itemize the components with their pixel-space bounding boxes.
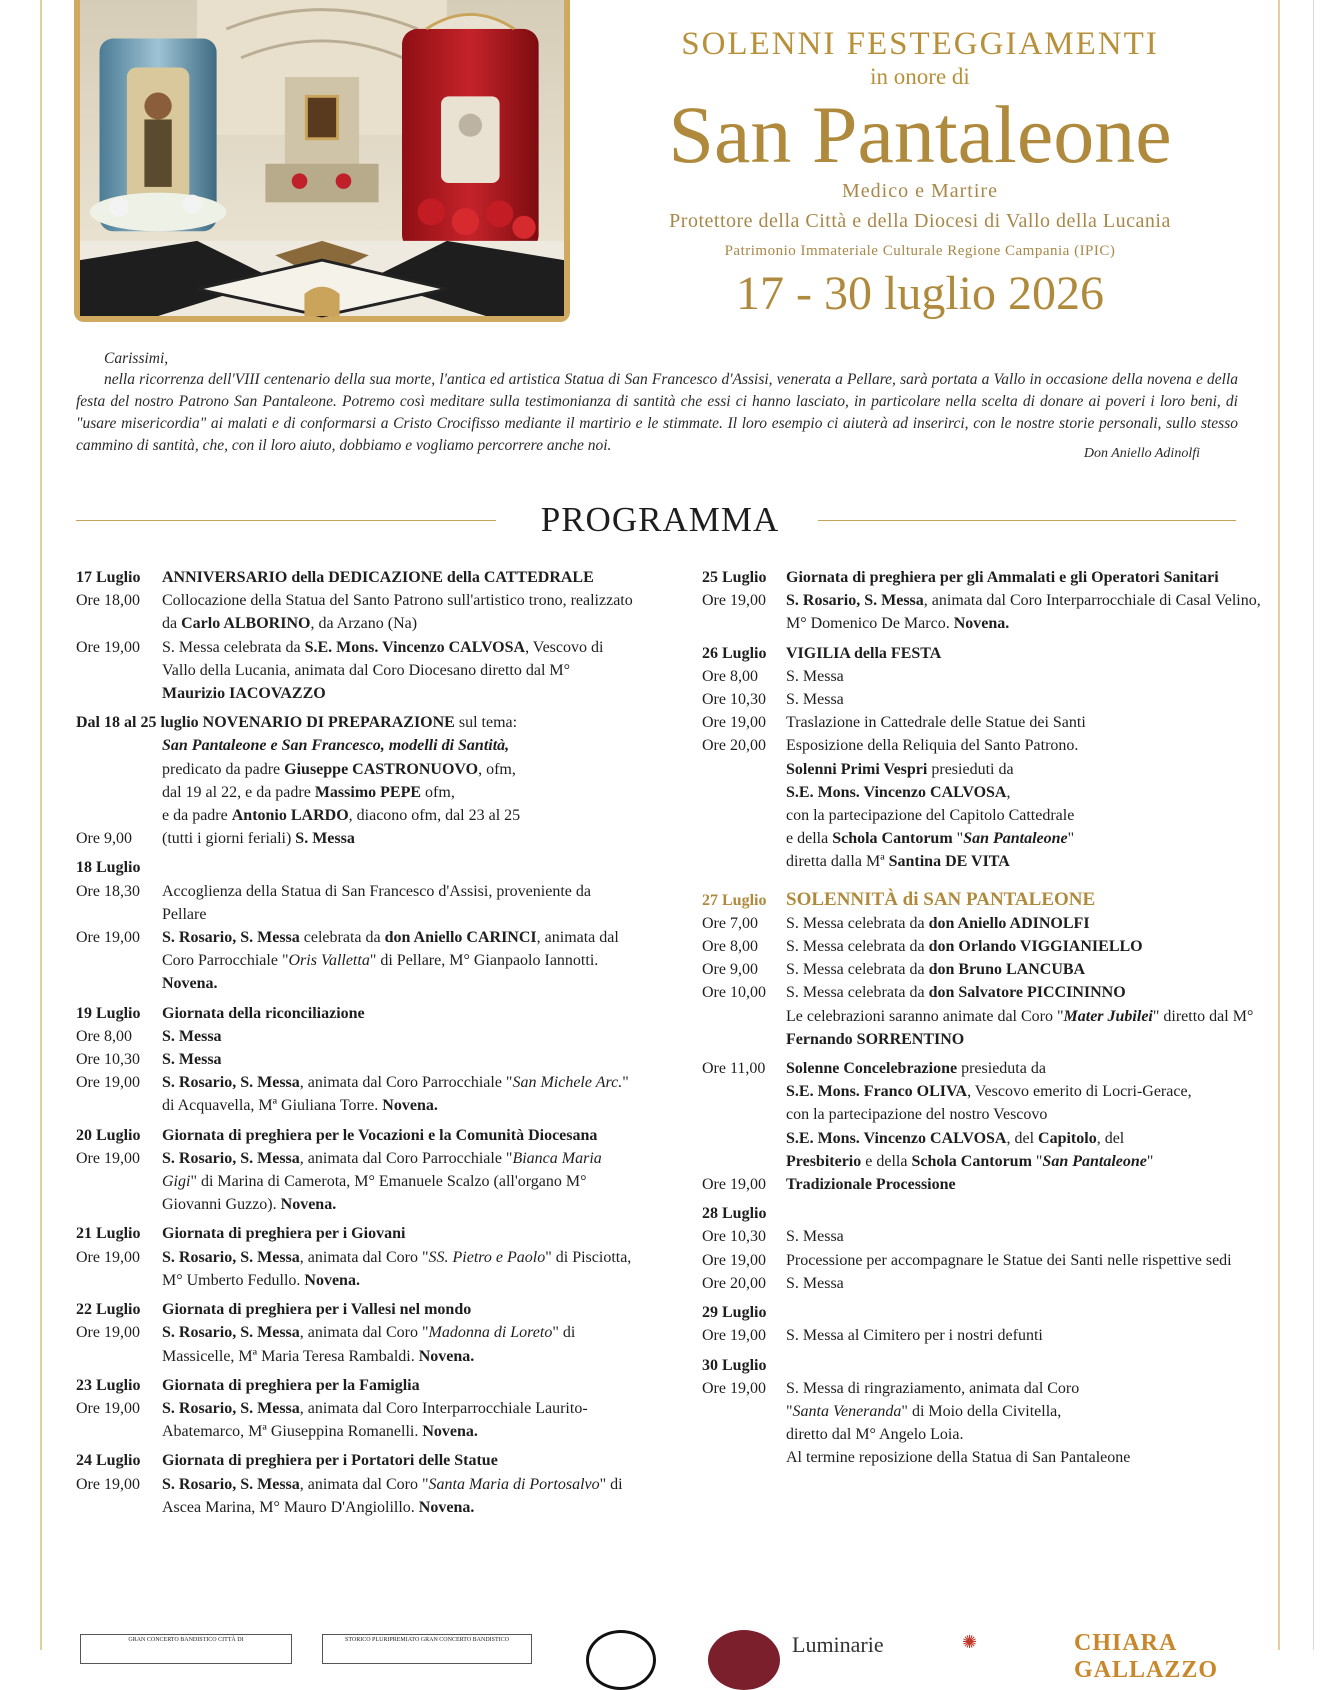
church-photo-illustration (80, 0, 564, 316)
program-left-column (76, 566, 636, 1519)
divider-right (818, 520, 1236, 521)
day-29 (702, 1301, 1262, 1347)
letter-signature: Don Aniello Adinolfi (1083, 446, 1200, 461)
event-text: S. Messa (786, 1274, 844, 1292)
event-text: S. Messa (786, 1228, 844, 1246)
time-label: Ore 10,30 (702, 1228, 766, 1246)
event-text: Tradizionale Processione (786, 1176, 956, 1194)
event-text: S. Messa (162, 1051, 222, 1069)
time-label: Ore 19,00 (702, 714, 766, 732)
letter-greeting: Carissimi, (104, 350, 169, 367)
day-title: Giornata di preghiera per i Vallesi nel mondo (162, 1301, 472, 1319)
sponsor-logo-4-text: Luminarie (792, 1632, 884, 1657)
day-17 (76, 566, 636, 705)
day-title: Giornata di preghiera per i Giovani (162, 1225, 406, 1243)
day-label: 24 Luglio (76, 1452, 141, 1470)
event-text: Solenne Concelebrazione presieduta da S.E. Mons. Franco OLIVA, Vescovo emerito di Locri-Gerace, con la partecipazione del nostro Vescovo S.E. Mons. Vincenzo CALVOSA, del Capitolo, del Presbiterio e della Schola Cantorum "San Pantaleone" (786, 1060, 1192, 1170)
event-text: S. Rosario, S. Messa, animata dal Coro "Santa Maria di Portosalvo" di Ascea Marina, M° Mauro D'Angiolillo. Novena. (162, 1475, 623, 1516)
day-20 (76, 1124, 636, 1217)
day-label: 29 Luglio (702, 1304, 767, 1322)
time-label: Ore 10,30 (76, 1051, 140, 1069)
letter-body: nella ricorrenza dell'VIII centenario della sua morte, l'antica ed artistica Statua di San Francesco d'Assisi, venerata a Pellare, sarà portata a Vallo in occasione della novena e della festa del nostro Patrono San Pantaleone. Potremo così meditare sulla testimonianza di santità che essi ci hanno lasciato, in particolare nella scelta di donare ai poveri i loro beni, di "usare misericordia" ai malati e di conformarsi a Cristo Crocifisso mediante il martirio e le stimmate. Il loro esempio ci aiuterà ad inserirci, con le nostre storie personali, sullo stesso cammino di santità, che, con il loro aiuto, dobbiamo e vogliamo percorrere anche noi. (76, 371, 1238, 454)
time-label: Ore 9,00 (76, 830, 132, 848)
event-text: S. Messa celebrata da S.E. Mons. Vincenzo CALVOSA, Vescovo di Vallo della Lucania, animata dal Coro Diocesano diretto dal M° Maurizio IACOVAZZO (162, 638, 604, 703)
event-text: Processione per accompagnare le Statue dei Santi nelle rispettive sedi (786, 1251, 1232, 1269)
day-19 (76, 1002, 636, 1118)
day-title: VIGILIA della FESTA (786, 644, 942, 662)
time-label: Ore 19,00 (76, 1248, 140, 1266)
event-text: S. Messa di ringraziamento, animata dal Coro "Santa Veneranda" di Moio della Civitella, diretto dal M° Angelo Loia. Al termine reposizione della Statua di San Pantaleone (786, 1379, 1131, 1467)
day-title: Giornata di preghiera per le Vocazioni e la Comunità Diocesana (162, 1126, 598, 1144)
day-24 (76, 1449, 636, 1519)
time-label: Ore 19,00 (702, 1251, 766, 1269)
sponsor-logo-4-icon (708, 1630, 780, 1690)
time-label: Ore 19,00 (76, 1324, 140, 1342)
sponsor-logo-6: CHIARA GALLAZZO (1074, 1630, 1219, 1683)
time-label: Ore 19,00 (76, 1149, 140, 1167)
day-label: 20 Luglio (76, 1126, 141, 1144)
day-18 (76, 856, 636, 995)
day-22 (76, 1298, 636, 1368)
left-border (40, 0, 42, 1650)
day-30 (702, 1354, 1262, 1470)
day-label: 21 Luglio (76, 1225, 141, 1243)
time-label: Ore 19,00 (702, 1379, 766, 1397)
event-text: S. Rosario, S. Messa, animata dal Coro Parrocchiale "San Michele Arc." di Acquavella, Mª Giuliana Torre. Novena. (162, 1074, 629, 1115)
day-25 (702, 566, 1262, 636)
sponsor-logo-1: GRAN CONCERTO BANDISTICO CITTÀ DI (80, 1634, 292, 1664)
time-label: Ore 19,00 (76, 1074, 140, 1092)
time-label: Ore 18,00 (76, 592, 140, 610)
event-text: S. Messa (786, 691, 844, 709)
event-text: S. Messa (162, 1027, 222, 1045)
festival-dates: 17 - 30 luglio 2026 (736, 267, 1104, 320)
subtitle-3: Patrimonio Immateriale Culturale Regione Campania (IPIC) (724, 243, 1116, 259)
event-text: S. Messa celebrata da don Aniello ADINOLFI (786, 914, 1090, 932)
time-label: Ore 19,00 (702, 1176, 766, 1194)
day-label: 26 Luglio (702, 644, 767, 662)
subtitle-1: Medico e Martire (842, 180, 998, 202)
event-text: S. Rosario, S. Messa, animata dal Coro "Madonna di Loreto" di Massicelle, Mª Maria Teresa Rambaldi. Novena. (162, 1324, 576, 1365)
day-21 (76, 1222, 636, 1292)
time-label: Ore 7,00 (702, 914, 758, 932)
time-label: Ore 11,00 (702, 1060, 766, 1078)
event-text: S. Rosario, S. Messa, animata dal Coro Interparrocchiale Laurito- Abatemarco, Mª Giuseppina Romanelli. Novena. (162, 1399, 588, 1441)
day-label: 17 Luglio (76, 569, 141, 586)
day-label: 25 Luglio (702, 569, 767, 586)
programma-title: PROGRAMMA (540, 500, 780, 539)
subtitle-2: Protettore della Città e della Diocesi di Vallo della Lucania (669, 210, 1171, 232)
event-text: Collocazione della Statua del Santo Patrono sull'artistico trono, realizzato da Carlo ALBORINO, da Arzano (Na) (162, 592, 633, 633)
time-label: Ore 8,00 (702, 667, 758, 685)
day-title: ANNIVERSARIO della DEDICAZIONE della CATTEDRALE (162, 569, 594, 586)
day-label: 27 Luglio (702, 891, 767, 909)
sponsor-logo-3 (586, 1630, 656, 1690)
program-right-column (702, 566, 1262, 1470)
day-label: 19 Luglio (76, 1004, 141, 1022)
event-text: Traslazione in Cattedrale delle Statue dei Santi (786, 714, 1086, 732)
event-text: S. Rosario, S. Messa celebrata da don Aniello CARINCI, animata dal Coro Parrocchiale "Oris Valletta" di Pellare, M° Gianpaolo Iannotti. Novena. (162, 929, 619, 993)
event-text: S. Messa celebrata da don Salvatore PICCININNO Le celebrazioni saranno animate dal Coro "Mater Jubilei" diretto dal M° Fernando SORRENTINO (786, 984, 1254, 1048)
time-label: Ore 20,00 (702, 737, 766, 755)
firework-icon: ✺ (962, 1632, 978, 1652)
time-label: Ore 10,30 (702, 691, 766, 709)
event-text: S. Messa al Cimitero per i nostri defunti (786, 1327, 1043, 1345)
event-text: S. Messa (786, 667, 844, 685)
day-label: 30 Luglio (702, 1356, 767, 1374)
event-text: S. Rosario, S. Messa, animata dal Coro Interparrocchiale di Casal Velino, M° Domenico De Marco. Novena. (786, 592, 1261, 633)
day-label: 18 Luglio (76, 859, 141, 877)
right-border (1278, 0, 1280, 1650)
time-label: Ore 19,00 (76, 1399, 140, 1417)
time-label: Ore 19,00 (76, 638, 140, 656)
time-label: Ore 19,00 (76, 929, 140, 947)
day-title: Giornata di preghiera per la Famiglia (162, 1376, 420, 1394)
event-text: (tutti i giorni feriali) S. Messa (162, 830, 355, 848)
event-text: S. Rosario, S. Messa, animata dal Coro Parrocchiale "Bianca Maria Gigi" di Marina di Camerota, M° Emanuele Scalzo (all'organo M° Giovanni Guzzo). Novena. (162, 1149, 602, 1214)
sponsor-strip (76, 1626, 1256, 1683)
time-label: Ore 8,00 (76, 1027, 132, 1045)
sponsor-logo-2: STORICO PLURIPREMIATO GRAN CONCERTO BANDISTICO (322, 1634, 532, 1664)
day-label: 23 Luglio (76, 1376, 141, 1394)
event-text: S. Rosario, S. Messa, animata dal Coro "SS. Pietro e Paolo" di Pisciotta, M° Umberto Fedullo. Novena. (162, 1248, 632, 1289)
novenario (76, 711, 636, 850)
header-line-1: SOLENNI FESTEGGIAMENTI (681, 26, 1159, 62)
day-label: 22 Luglio (76, 1301, 141, 1319)
day-27 (702, 888, 1262, 1197)
day-title: SOLENNITÀ di SAN PANTALEONE (786, 888, 1096, 910)
time-label: Ore 20,00 (702, 1274, 766, 1292)
edge-line (1313, 0, 1314, 1650)
event-text: S. Messa celebrata da don Bruno LANCUBA (786, 961, 1086, 979)
event-text: S. Messa celebrata da don Orlando VIGGIANIELLO (786, 938, 1143, 956)
day-23 (76, 1374, 636, 1444)
time-label: Ore 19,00 (702, 1327, 766, 1345)
event-text: Accoglienza della Statua di San Francesco d'Assisi, proveniente da Pellare (162, 882, 591, 923)
saint-name: San Pantaleone (668, 89, 1172, 180)
day-26 (702, 642, 1262, 874)
time-label: Ore 8,00 (702, 938, 758, 956)
day-28 (702, 1202, 1262, 1295)
day-title: Giornata di preghiera per i Portatori delle Statue (162, 1452, 498, 1470)
time-label: Ore 18,30 (76, 882, 140, 900)
day-title: Giornata della riconciliazione (162, 1004, 365, 1022)
time-label: Ore 19,00 (702, 592, 766, 610)
event-text: San Pantaleone e San Francesco, modelli di Santità, predicato da padre Giuseppe CASTRONUOVO, ofm, dal 19 al 22, e da padre Massimo PEPE ofm, e da padre Antonio LARDO, diacono ofm, dal 23 al 25 (162, 737, 521, 825)
day-title: Giornata di preghiera per gli Ammalati e gli Operatori Sanitari (786, 569, 1219, 586)
church-interior-photo (74, 0, 570, 322)
day-label: 28 Luglio (702, 1205, 767, 1223)
event-text: Esposizione della Reliquia del Santo Patrono. Solenni Primi Vespri presieduti da S.E. Mons. Vincenzo CALVOSA, con la partecipazione del Capitolo Cattedrale e della Schola Cantorum "San Pantaleone" diretta dalla Mª Santina DE VITA (786, 737, 1079, 871)
time-label: Ore 9,00 (702, 961, 758, 979)
header-line-2: in onore di (870, 64, 970, 89)
time-label: Ore 10,00 (702, 984, 766, 1002)
novenario-lead: Dal 18 al 25 luglio NOVENARIO DI PREPARAZIONE sul tema: (76, 714, 518, 732)
time-label: Ore 19,00 (76, 1475, 140, 1493)
